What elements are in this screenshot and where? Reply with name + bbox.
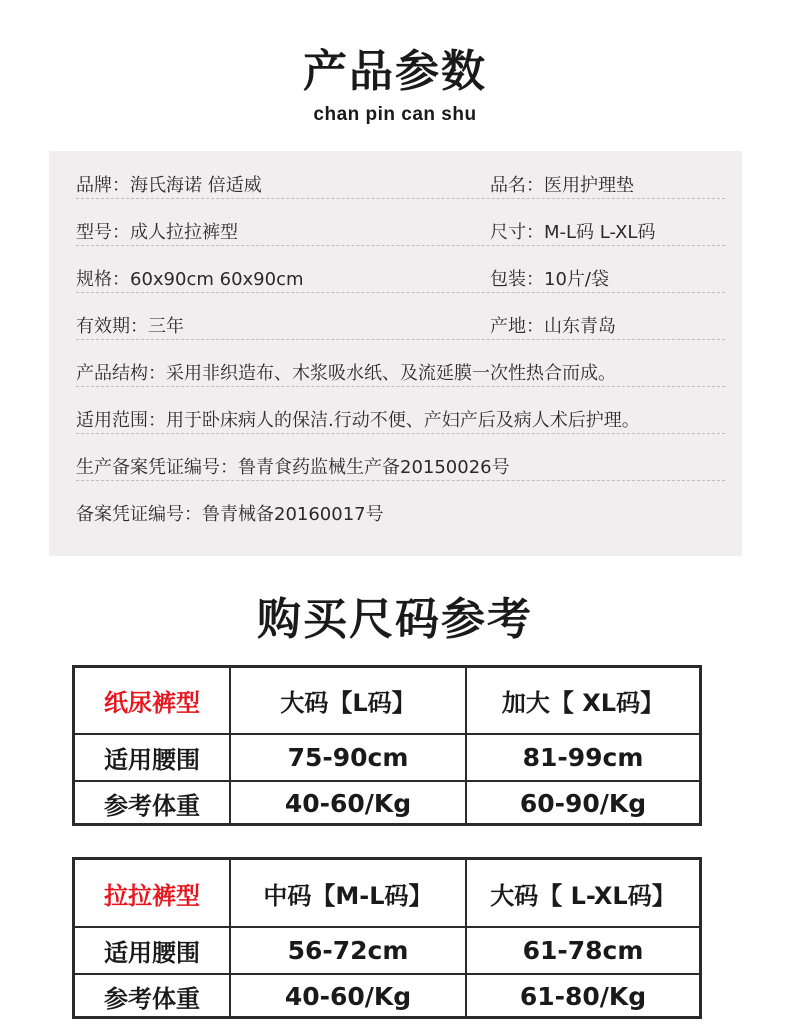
- param-row: [76, 245, 725, 293]
- params-title: 产品参数: [303, 46, 487, 97]
- size-title-block: [0, 594, 790, 645]
- param-packaging: 包装：10片/袋: [490, 269, 609, 290]
- param-row: [76, 151, 725, 199]
- param-row: [76, 480, 725, 527]
- param-record-cert: 备案凭证编号：鲁青械备20160017号: [76, 504, 384, 525]
- param-size: 尺寸：M-L码 L-XL码: [490, 222, 656, 243]
- param-spec: 规格：60x90cm 60x90cm: [76, 269, 304, 290]
- params-panel: [49, 151, 742, 556]
- params-title-block: [0, 46, 790, 126]
- param-row: [76, 433, 725, 481]
- table-type-label: 纸尿裤型: [75, 668, 230, 734]
- param-row: [76, 386, 725, 434]
- table-row-label: 适用腰围: [75, 734, 230, 781]
- param-row: [76, 292, 725, 340]
- table-cell: 75-90cm: [230, 734, 466, 781]
- param-brand: 品牌：海氏海诺 倍适威: [76, 175, 262, 196]
- param-row: [76, 198, 725, 246]
- table-cell: 61-78cm: [466, 927, 699, 974]
- table-col-header: 加大【 XL码】: [466, 668, 699, 734]
- diaper-size-table: [72, 665, 702, 826]
- param-model: 型号：成人拉拉裤型: [76, 222, 238, 243]
- table-cell: 40-60/Kg: [230, 974, 466, 1018]
- table-row-label: 适用腰围: [75, 927, 230, 974]
- param-row: [76, 339, 725, 387]
- table-cell: 40-60/Kg: [230, 781, 466, 825]
- pullup-size-table: [72, 857, 702, 1019]
- param-scope: 适用范围：用于卧床病人的保洁.行动不便、产妇产后及病人术后护理。: [76, 410, 640, 431]
- table-row-label: 参考体重: [75, 781, 230, 825]
- param-validity: 有效期：三年: [76, 316, 184, 337]
- table-col-header: 中码【M-L码】: [230, 860, 466, 927]
- table-type-label: 拉拉裤型: [75, 860, 230, 927]
- param-origin: 产地：山东青岛: [490, 316, 616, 337]
- table-row-label: 参考体重: [75, 974, 230, 1018]
- size-title: 购买尺码参考: [257, 594, 533, 645]
- table-col-header: 大码【L码】: [230, 668, 466, 734]
- param-product-name: 品名：医用护理垫: [490, 175, 634, 196]
- params-subtitle: chan pin can shu: [313, 104, 477, 125]
- table-cell: 60-90/Kg: [466, 781, 699, 825]
- table-cell: 56-72cm: [230, 927, 466, 974]
- param-production-cert: 生产备案凭证编号：鲁青食药监械生产备20150026号: [76, 457, 510, 478]
- table-cell: 81-99cm: [466, 734, 699, 781]
- param-structure: 产品结构：采用非织造布、木浆吸水纸、及流延膜一次性热合而成。: [76, 363, 616, 384]
- table-col-header: 大码【 L-XL码】: [466, 860, 699, 927]
- table-cell: 61-80/Kg: [466, 974, 699, 1018]
